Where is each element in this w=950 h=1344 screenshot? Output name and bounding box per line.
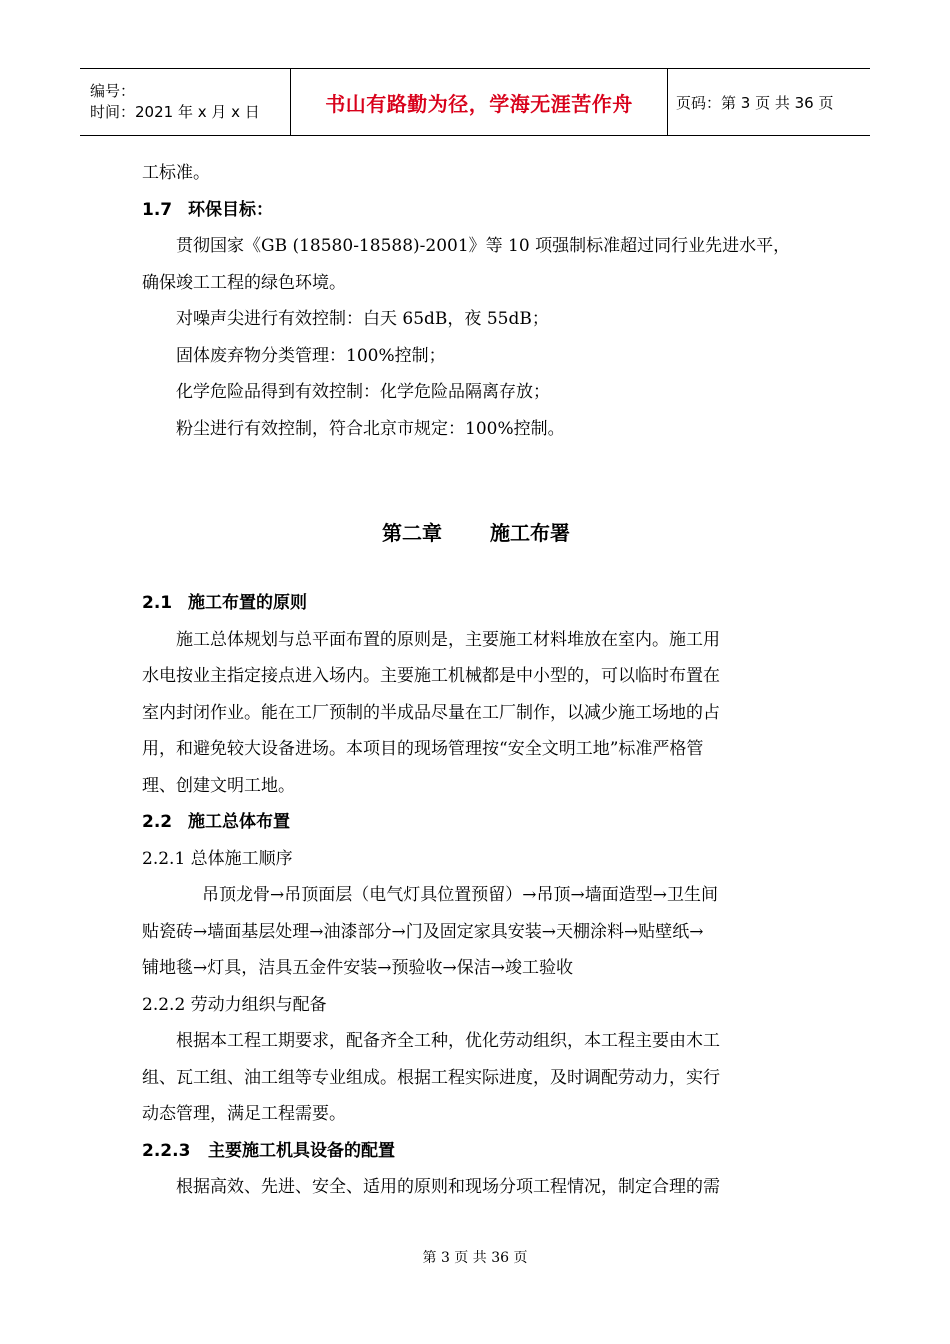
- paragraph-line: 理、创建文明工地。: [142, 775, 295, 796]
- section-number: 1.7: [142, 199, 173, 220]
- section-title: 环保目标：: [188, 199, 273, 220]
- section-heading-2-1: [142, 585, 810, 622]
- paragraph-line: 对噪声尖进行有效控制：白天 65dB，夜 55dB；: [176, 309, 549, 329]
- section-number: 2.1: [142, 593, 173, 613]
- section-heading-1-7: [142, 192, 810, 229]
- page-header: [80, 68, 870, 136]
- section-number: 2.2: [142, 812, 173, 832]
- paragraph-line: 铺地毯→灯具，洁具五金件安装→预验收→保洁→竣工验收: [142, 958, 573, 978]
- header-page-label: 页码：第 3 页 共 36 页: [676, 93, 834, 112]
- subsection-heading-2-2-3: [142, 1133, 810, 1170]
- section-heading-2-2: [142, 804, 810, 841]
- paragraph-line: 水电按业主指定接点进入场内。主要施工机械都是中小型的，可以临时布置在: [142, 666, 720, 686]
- page-footer: 第 3 页 共 36 页: [422, 1250, 528, 1266]
- section-number: 2.2.3: [142, 1140, 191, 1161]
- number-label: 编号：: [90, 82, 136, 100]
- paragraph-line: 贴瓷砖→墙面基层处理→油漆部分→门及固定家具安装→天棚涂料→贴壁纸→: [142, 921, 704, 942]
- paragraph-line: 固体废弃物分类管理：100%控制；: [176, 345, 446, 366]
- chapter-title: 施工布署: [490, 521, 570, 545]
- section-title: 施工布置的原则: [188, 593, 307, 613]
- paragraph-line: 吊顶龙骨→吊顶面层（电气灯具位置预留）→吊顶→墙面造型→卫生间: [202, 885, 718, 905]
- paragraph-line: 工标准。: [142, 163, 210, 183]
- chapter-number: 第二章: [382, 521, 442, 545]
- paragraph-line: 根据本工程工期要求，配备齐全工种，优化劳动组织，本工程主要由木工: [176, 1031, 720, 1051]
- section-title: 施工总体布置: [188, 812, 290, 832]
- paragraph-line: 动态管理，满足工程需要。: [142, 1104, 346, 1124]
- paragraph-line: 组、瓦工组、油工组等专业组成。根据工程实际进度，及时调配劳动力，实行: [142, 1067, 720, 1088]
- paragraph-line: 用，和避免较大设备进场。本项目的现场管理按“安全文明工地”标准严格管: [142, 739, 704, 759]
- paragraph-line: 施工总体规划与总平面布置的原则是，主要施工材料堆放在室内。施工用: [176, 629, 720, 650]
- paragraph-line: 贯彻国家《GB (18580-18588)-2001》等 10 项强制标准超过同行业先进水平，: [176, 236, 791, 256]
- header-motto: 书山有路勤为径，学海无涯苦作舟: [291, 69, 668, 136]
- paragraph-line: 化学危险品得到有效控制：化学危险品隔离存放；: [176, 382, 550, 402]
- paragraph-line: 粉尘进行有效控制，符合北京市规定：100%控制。: [176, 418, 565, 439]
- section-title: 主要施工机具设备的配置: [208, 1140, 395, 1161]
- time-label: 时间：2021 年 x 月 x 日: [90, 103, 260, 121]
- header-info: [80, 69, 291, 136]
- subsection-heading-2-2-1: 2.2.1 总体施工顺序: [142, 848, 293, 869]
- paragraph-line: 根据高效、先进、安全、适用的原则和现场分项工程情况，制定合理的需: [176, 1177, 720, 1197]
- paragraph-line: 室内封闭作业。能在工厂预制的半成品尽量在工厂制作，以减少施工场地的占: [142, 702, 720, 723]
- chapter-heading: [142, 515, 810, 551]
- document-body: [142, 155, 810, 1206]
- subsection-heading-2-2-2: 2.2.2 劳动力组织与配备: [142, 994, 327, 1015]
- paragraph-line: 确保竣工工程的绿色环境。: [142, 272, 346, 293]
